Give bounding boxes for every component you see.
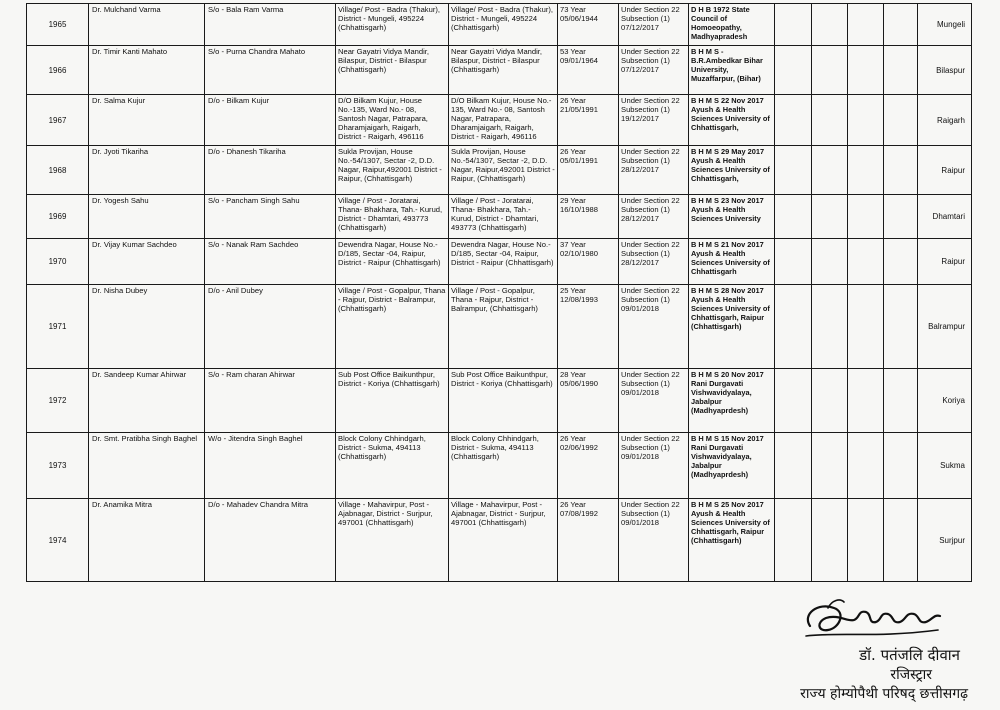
district-cell: Mungeli <box>918 4 972 46</box>
blank-cell <box>848 239 884 285</box>
serial-number-cell: 1969 <box>27 195 89 239</box>
qualification-cell: B H M S 20 Nov 2017 Rani Durgavati Vishwavidyalaya, Jabalpur (Madhyaprdesh) <box>689 369 775 433</box>
age-dob-cell: 29 Year 16/10/1988 <box>558 195 619 239</box>
blank-cell <box>775 46 812 95</box>
present-address-cell: Village / Post - Joratarai, Thana- Bhakhara, Tah.- Kurud, District - Dhamtari, 493773 (Chhattisgarh) <box>449 195 558 239</box>
age-dob-cell: 73 Year 05/06/1944 <box>558 4 619 46</box>
qualification-cell: B H M S 21 Nov 2017 Ayush & Health Sciences University of Chhattisgarh <box>689 239 775 285</box>
blank-cell <box>848 95 884 146</box>
registration-section-cell: Under Section 22 Subsection (1) 28/12/2017 <box>619 239 689 285</box>
present-address-cell: Village - Mahavirpur, Post - Ajabnagar, District - Surjpur, 497001 (Chhattisgarh) <box>449 499 558 582</box>
relation-cell: D/o - Anil Dubey <box>205 285 336 369</box>
district-cell: Bilaspur <box>918 46 972 95</box>
name-cell: Dr. Salma Kujur <box>89 95 205 146</box>
registration-section-cell: Under Section 22 Subsection (1) 09/01/2018 <box>619 433 689 499</box>
registration-section-cell: Under Section 22 Subsection (1) 28/12/2017 <box>619 195 689 239</box>
blank-cell <box>812 499 848 582</box>
blank-cell <box>884 4 918 46</box>
table-row <box>27 499 972 582</box>
serial-number-cell: 1967 <box>27 95 89 146</box>
blank-cell <box>884 95 918 146</box>
blank-cell <box>884 46 918 95</box>
district-cell: Raigarh <box>918 95 972 146</box>
district-cell: Raipur <box>918 239 972 285</box>
blank-cell <box>775 4 812 46</box>
table-row <box>27 4 972 46</box>
table-row <box>27 285 972 369</box>
blank-cell <box>848 46 884 95</box>
name-cell: Dr. Timir Kanti Mahato <box>89 46 205 95</box>
name-cell: Dr. Sandeep Kumar Ahirwar <box>89 369 205 433</box>
age-dob-cell: 53 Year 09/01/1964 <box>558 46 619 95</box>
permanent-address-cell: Village / Post - Joratarai, Thana- Bhakhara, Tah.- Kurud, District - Dhamtari, 493773 (Chhattisgarh) <box>336 195 449 239</box>
table-row <box>27 95 972 146</box>
handwritten-signature <box>788 592 968 648</box>
relation-cell: D/o - Bilkam Kujur <box>205 95 336 146</box>
qualification-cell: B H M S 29 May 2017 Ayush & Health Sciences University of Chhattisgarh, <box>689 146 775 195</box>
blank-cell <box>884 195 918 239</box>
blank-cell <box>775 146 812 195</box>
registration-section-cell: Under Section 22 Subsection (1) 28/12/2017 <box>619 146 689 195</box>
present-address-cell: Dewendra Nagar, House No.- D/185, Sectar -04, Raipur, District - Raipur (Chhattisgarh) <box>449 239 558 285</box>
permanent-address-cell: Block Colony Chhindgarh, District - Sukma, 494113 (Chhattisgarh) <box>336 433 449 499</box>
district-cell: Raipur <box>918 146 972 195</box>
blank-cell <box>775 95 812 146</box>
district-cell: Surjpur <box>918 499 972 582</box>
qualification-cell: B H M S - B.R.Ambedkar Bihar University, Muzaffarpur, (Bihar) <box>689 46 775 95</box>
age-dob-cell: 28 Year 05/06/1990 <box>558 369 619 433</box>
relation-cell: S/o - Ram charan Ahirwar <box>205 369 336 433</box>
blank-cell <box>775 285 812 369</box>
blank-cell <box>884 433 918 499</box>
age-dob-cell: 26 Year 07/08/1992 <box>558 499 619 582</box>
serial-number-cell: 1972 <box>27 369 89 433</box>
blank-cell <box>775 195 812 239</box>
present-address-cell: Village / Post - Gopalpur, Thana - Rajpur, District - Balrampur, (Chhattisgarh) <box>449 285 558 369</box>
qualification-cell: B H M S 22 Nov 2017 Ayush & Health Sciences University of Chhattisgarh, <box>689 95 775 146</box>
blank-cell <box>812 239 848 285</box>
name-cell: Dr. Anamika Mitra <box>89 499 205 582</box>
blank-cell <box>812 95 848 146</box>
district-cell: Koriya <box>918 369 972 433</box>
blank-cell <box>775 239 812 285</box>
permanent-address-cell: D/O Bilkam Kujur, House No.-135, Ward No.- 08, Santosh Nagar, Patrapara, Dharamjaigarh, Raigarh, District - Raigarh, 496116 <box>336 95 449 146</box>
permanent-address-cell: Village/ Post - Badra (Thakur), District - Mungeli, 495224 (Chhattisgarh) <box>336 4 449 46</box>
blank-cell <box>812 195 848 239</box>
present-address-cell: Near Gayatri Vidya Mandir, Bilaspur, District - Bilaspur (Chhattisgarh) <box>449 46 558 95</box>
blank-cell <box>848 499 884 582</box>
qualification-cell: B H M S 15 Nov 2017 Rani Durgavati Vishwavidyalaya, Jabalpur (Madhyaprdesh) <box>689 433 775 499</box>
blank-cell <box>884 146 918 195</box>
qualification-cell: D H B 1972 State Council of Homoeopathy, Madhyapradesh <box>689 4 775 46</box>
table-row <box>27 46 972 95</box>
blank-cell <box>848 195 884 239</box>
serial-number-cell: 1970 <box>27 239 89 285</box>
serial-number-cell: 1968 <box>27 146 89 195</box>
blank-cell <box>848 369 884 433</box>
blank-cell <box>884 499 918 582</box>
serial-number-cell: 1971 <box>27 285 89 369</box>
serial-number-cell: 1974 <box>27 499 89 582</box>
blank-cell <box>775 499 812 582</box>
relation-cell: S/o - Nanak Ram Sachdeo <box>205 239 336 285</box>
present-address-cell: D/O Bilkam Kujur, House No.- 135, Ward No.- 08, Santosh Nagar, Patrapara, Dharamjaigarh, Raigarh, District - Raigarh, 496116 <box>449 95 558 146</box>
name-cell: Dr. Yogesh Sahu <box>89 195 205 239</box>
relation-cell: D/o - Dhanesh Tikariha <box>205 146 336 195</box>
blank-cell <box>848 4 884 46</box>
table-row <box>27 146 972 195</box>
blank-cell <box>812 46 848 95</box>
registration-section-cell: Under Section 22 Subsection (1) 09/01/2018 <box>619 285 689 369</box>
name-cell: Dr. Vijay Kumar Sachdeo <box>89 239 205 285</box>
blank-cell <box>848 285 884 369</box>
blank-cell <box>812 285 848 369</box>
present-address-cell: Block Colony Chhindgarh, District - Sukma, 494113 (Chhattisgarh) <box>449 433 558 499</box>
table-row <box>27 369 972 433</box>
age-dob-cell: 26 Year 21/05/1991 <box>558 95 619 146</box>
serial-number-cell: 1965 <box>27 4 89 46</box>
registration-section-cell: Under Section 22 Subsection (1) 09/01/2018 <box>619 499 689 582</box>
table-row <box>27 239 972 285</box>
table-row <box>27 195 972 239</box>
relation-cell: S/o - Purna Chandra Mahato <box>205 46 336 95</box>
blank-cell <box>775 433 812 499</box>
blank-cell <box>884 239 918 285</box>
registration-table <box>26 3 972 582</box>
age-dob-cell: 37 Year 02/10/1980 <box>558 239 619 285</box>
relation-cell: S/o - Bala Ram Varma <box>205 4 336 46</box>
relation-cell: D/o - Mahadev Chandra Mitra <box>205 499 336 582</box>
name-cell: Dr. Nisha Dubey <box>89 285 205 369</box>
name-cell: Dr. Mulchand Varma <box>89 4 205 46</box>
blank-cell <box>848 433 884 499</box>
present-address-cell: Sub Post Office Baikunthpur, District - Koriya (Chhattisgarh) <box>449 369 558 433</box>
registration-section-cell: Under Section 22 Subsection (1) 19/12/2017 <box>619 95 689 146</box>
registration-section-cell: Under Section 22 Subsection (1) 09/01/2018 <box>619 369 689 433</box>
council-name: राज्य होम्योपैथी परिषद् छत्तीसगढ़ <box>800 686 968 702</box>
permanent-address-cell: Village / Post - Gopalpur, Thana - Rajpur, District - Balrampur, (Chhattisgarh) <box>336 285 449 369</box>
blank-cell <box>848 146 884 195</box>
blank-cell <box>812 369 848 433</box>
serial-number-cell: 1973 <box>27 433 89 499</box>
age-dob-cell: 25 Year 12/08/1993 <box>558 285 619 369</box>
present-address-cell: Sukla Provijan, House No.-54/1307, Sectar -2, D.D. Nagar, Raipur,492001 District - Raipur, (Chhattisgarh) <box>449 146 558 195</box>
blank-cell <box>812 433 848 499</box>
permanent-address-cell: Near Gayatri Vidya Mandir, Bilaspur, District - Bilaspur (Chhattisgarh) <box>336 46 449 95</box>
name-cell: Dr. Jyoti Tikariha <box>89 146 205 195</box>
permanent-address-cell: Sub Post Office Baikunthpur, District - Koriya (Chhattisgarh) <box>336 369 449 433</box>
present-address-cell: Village/ Post - Badra (Thakur), District - Mungeli, 495224 (Chhattisgarh) <box>449 4 558 46</box>
name-cell: Dr. Smt. Pratibha Singh Baghel <box>89 433 205 499</box>
district-cell: Balrampur <box>918 285 972 369</box>
blank-cell <box>812 4 848 46</box>
blank-cell <box>884 369 918 433</box>
permanent-address-cell: Dewendra Nagar, House No.- D/185, Sectar -04, Raipur, District - Raipur (Chhattisgarh) <box>336 239 449 285</box>
registrar-name: डॉ. पतंजलि दीवान <box>859 646 960 664</box>
blank-cell <box>775 369 812 433</box>
registration-section-cell: Under Section 22 Subsection (1) 07/12/2017 <box>619 4 689 46</box>
age-dob-cell: 26 Year 05/01/1991 <box>558 146 619 195</box>
qualification-cell: B H M S 28 Nov 2017 Ayush & Health Sciences University of Chhattisgarh, Raipur (Chhattisgarh) <box>689 285 775 369</box>
registration-section-cell: Under Section 22 Subsection (1) 07/12/2017 <box>619 46 689 95</box>
table-row <box>27 433 972 499</box>
serial-number-cell: 1966 <box>27 46 89 95</box>
age-dob-cell: 26 Year 02/06/1992 <box>558 433 619 499</box>
qualification-cell: B H M S 23 Nov 2017 Ayush & Health Sciences University <box>689 195 775 239</box>
signature-block <box>760 592 980 710</box>
relation-cell: W/o - Jitendra Singh Baghel <box>205 433 336 499</box>
permanent-address-cell: Village - Mahavirpur, Post - Ajabnagar, District - Surjpur, 497001 (Chhattisgarh) <box>336 499 449 582</box>
relation-cell: S/o - Pancham Singh Sahu <box>205 195 336 239</box>
blank-cell <box>812 146 848 195</box>
district-cell: Sukma <box>918 433 972 499</box>
permanent-address-cell: Sukla Provijan, House No.-54/1307, Sectar -2, D.D. Nagar, Raipur,492001 District - Raipur, (Chhattisgarh) <box>336 146 449 195</box>
registrar-designation: रजिस्ट्रार <box>890 667 932 683</box>
qualification-cell: B H M S 25 Nov 2017 Ayush & Health Sciences University of Chhattisgarh, Raipur (Chhattisgarh) <box>689 499 775 582</box>
district-cell: Dhamtari <box>918 195 972 239</box>
blank-cell <box>884 285 918 369</box>
